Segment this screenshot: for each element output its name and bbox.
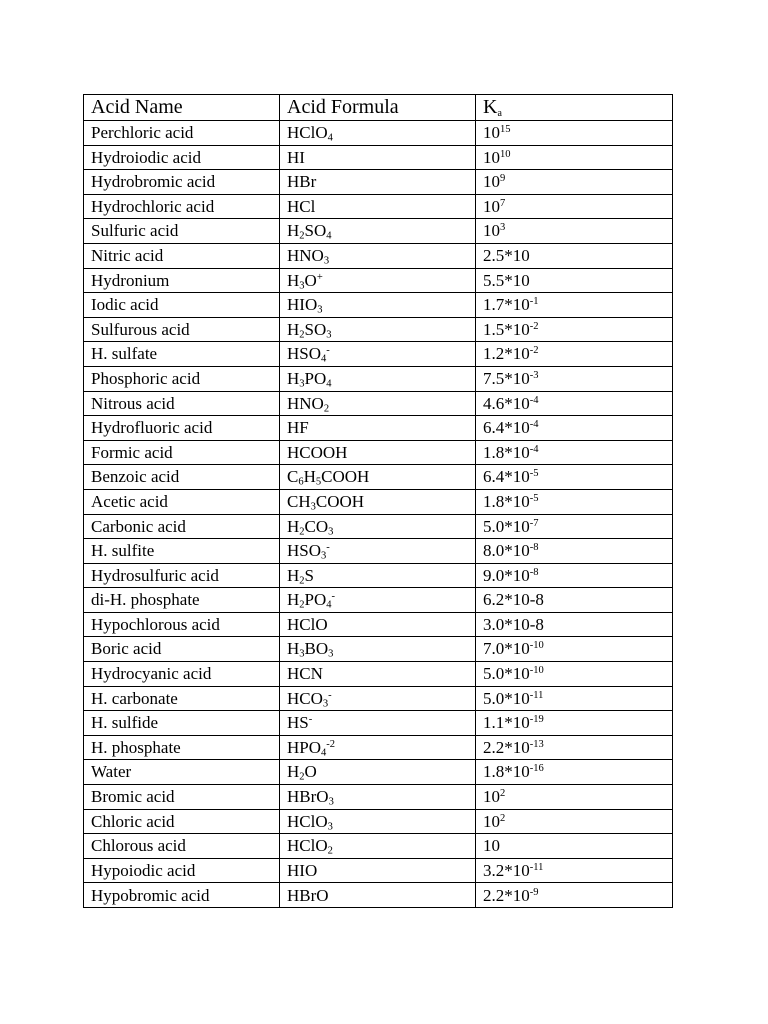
acid-formula-cell-part: H [287,516,300,536]
ka-value-cell-part: 1.1*10 [483,713,530,733]
ka-value-cell [476,465,673,490]
acid-formula-cell-part: -2 [326,739,336,751]
acid-formula-cell-part: H [287,639,300,659]
table-row [84,219,673,244]
acid-formula-cell [280,588,476,613]
ka-value-cell [476,440,673,465]
acid-name-cell: Nitrous acid [84,391,280,416]
table-row [84,465,673,490]
acid-formula-cell-part: HIO [287,860,318,880]
ka-value-cell [476,391,673,416]
acid-name-cell: Hydroiodic acid [84,145,280,170]
ka-value-cell-part: -2 [529,345,539,357]
acid-formula-cell [280,317,476,342]
acid-formula-cell-part: + [316,271,323,283]
acid-formula-cell-part: 2 [327,845,333,857]
acid-name-cell: Boric acid [84,637,280,662]
acid-formula-cell-part: 2 [299,231,305,242]
acid-formula-cell-part: - [328,689,332,701]
table-row [84,563,673,588]
ka-value-cell [476,489,673,514]
acid-formula-cell-part: 3 [310,501,316,513]
acid-formula-cell [280,637,476,662]
table-row [84,268,673,293]
ka-value-cell-part: 6.2*10-8 [483,590,544,610]
table-row [84,711,673,736]
acid-formula-cell [280,883,476,908]
header-ka-subscript: a [497,108,502,119]
acid-formula-cell [280,121,476,146]
acid-name-cell: Iodic acid [84,293,280,318]
acid-formula-cell-part: 2 [299,526,305,538]
acid-name-cell: H. sulfate [84,342,280,367]
ka-value-cell-part: 9.0*10 [483,565,530,585]
table-row [84,514,673,539]
acid-name-cell: Sulfuric acid [84,219,280,244]
acid-formula-cell-part: O [304,270,317,290]
acid-formula-cell-part: 2 [299,329,305,341]
ka-value-cell [476,243,673,268]
acid-formula-cell-part: 2 [299,772,305,784]
table-row [84,489,673,514]
table-row [84,760,673,785]
table-row [84,293,673,318]
ka-value-cell-part: 3.0*10-8 [483,614,544,634]
ka-value-cell-part: 1.2*10 [483,344,530,364]
ka-value-cell [476,612,673,637]
acid-formula-cell [280,760,476,785]
acid-formula-cell-part: HF [287,418,309,438]
acid-name-cell: Perchloric acid [84,121,280,146]
acid-formula-cell-part: HBrO [287,787,329,807]
table-row [84,612,673,637]
ka-value-cell-part: 10 [483,172,500,192]
ka-value-cell-part: 4.6*10 [483,393,530,413]
acid-formula-cell [280,440,476,465]
table-row [84,785,673,810]
ka-value-cell [476,268,673,293]
acid-formula-cell-part: 3 [323,255,330,267]
ka-value-cell [476,686,673,711]
acid-formula-cell [280,489,476,514]
acid-formula-cell-part: HClO [287,811,328,831]
ka-value-cell-part: -16 [529,763,544,775]
ka-value-cell-part: -11 [529,689,544,701]
acid-formula-cell-part: - [326,345,330,357]
ka-value-cell-part: 1.8*10 [483,762,530,782]
header-acid-name: Acid Name [84,95,280,121]
acid-formula-cell-part: 3 [299,280,305,292]
ka-value-cell [476,293,673,318]
acid-formula-cell-part: SO [304,221,327,241]
ka-value-cell-part: 5.0*10 [483,516,530,536]
ka-value-cell [476,711,673,736]
acid-formula-cell-part: 4 [327,132,333,144]
acid-formula-cell-part: 3 [299,378,305,390]
acid-formula-cell [280,735,476,760]
acid-name-cell: di-H. phosphate [84,588,280,613]
acid-formula-cell [280,662,476,687]
acid-ka-table [83,94,673,908]
ka-value-cell-part: 2 [500,812,506,824]
acid-formula-cell-part: HS [287,713,309,733]
ka-value-cell-part: -10 [529,640,544,652]
acid-formula-cell-part: HClO [287,614,328,634]
header-ka [476,95,673,121]
acid-formula-cell-part: 2 [299,575,305,587]
ka-value-cell [476,514,673,539]
acid-formula-cell [280,858,476,883]
acid-formula-cell-part: HSO [287,541,322,561]
ka-value-cell [476,563,673,588]
ka-value-cell [476,170,673,195]
acid-formula-cell-part: HI [287,147,305,167]
ka-value-cell-part: 10 [483,221,500,241]
acid-formula-cell-part: CH [287,491,311,511]
table-row [84,145,673,170]
table-row [84,662,673,687]
acid-formula-cell [280,293,476,318]
ka-value-cell [476,735,673,760]
acid-formula-cell-part: 2 [323,403,330,415]
ka-value-cell-part: -10 [529,665,544,677]
ka-value-cell [476,219,673,244]
ka-value-cell [476,342,673,367]
acid-formula-cell-part: 6 [298,476,304,488]
ka-value-cell-part: 10 [483,836,500,856]
acid-formula-cell-part: HCOOH [287,442,348,462]
table-row [84,342,673,367]
acid-formula-cell [280,834,476,859]
acid-formula-cell-part: 3 [327,821,333,833]
acid-name-cell: Benzoic acid [84,465,280,490]
acid-formula-cell [280,514,476,539]
acid-formula-cell-part: H [287,270,300,290]
acid-name-cell: Acetic acid [84,489,280,514]
acid-formula-cell-part: HPO [287,737,322,757]
acid-formula-cell-part: S [304,565,315,585]
table-row [84,686,673,711]
table-row [84,883,673,908]
acid-name-cell: H. carbonate [84,686,280,711]
acid-name-cell: Water [84,760,280,785]
table-row [84,539,673,564]
ka-value-cell-part: -4 [529,419,539,431]
acid-formula-cell [280,342,476,367]
ka-value-cell-part: 6.4*10 [483,467,530,487]
ka-value-cell [476,194,673,219]
acid-formula-cell-part: - [331,591,336,603]
ka-value-cell-part: 5.5*10 [483,270,530,290]
ka-value-cell-part: 1.5*10 [483,319,530,339]
acid-formula-cell-part: 4 [326,378,332,390]
acid-formula-cell-part: H [287,565,300,585]
acid-formula-cell-part: 2 [299,599,305,611]
table-row [84,317,673,342]
acid-formula-cell-part: 4 [326,231,332,242]
table-header [84,95,673,121]
ka-value-cell-part: -8 [529,542,539,554]
acid-formula-cell-part: PO [304,368,327,388]
acid-name-cell: Hypoiodic acid [84,858,280,883]
ka-value-cell-part: 7.5*10 [483,368,530,388]
ka-value-cell-part: -19 [529,714,544,726]
ka-value-cell-part: 7.0*10 [483,639,530,659]
table-row [84,194,673,219]
ka-value-cell-part: 6.4*10 [483,418,530,438]
acid-formula-cell [280,391,476,416]
ka-value-cell-part: -5 [529,493,539,505]
ka-value-cell-part: -9 [529,886,539,898]
acid-formula-cell [280,539,476,564]
ka-value-cell-part: -1 [529,296,539,308]
acid-formula-cell [280,243,476,268]
acid-formula-cell [280,145,476,170]
ka-value-cell [476,416,673,441]
header-ka-main: K [483,96,498,118]
ka-value-cell-part: 1.8*10 [483,442,530,462]
ka-value-cell [476,662,673,687]
ka-value-cell-part: 5.0*10 [483,664,530,684]
acid-formula-cell-part: H [287,368,300,388]
acid-formula-cell-part: HCl [287,196,316,216]
acid-formula-cell [280,465,476,490]
acid-name-cell: Hydrofluoric acid [84,416,280,441]
ka-value-cell [476,883,673,908]
table-row [84,391,673,416]
ka-value-cell-part: 1.7*10 [483,295,530,315]
table-row [84,809,673,834]
ka-value-cell [476,637,673,662]
ka-value-cell [476,366,673,391]
ka-value-cell-part: 3 [500,222,506,234]
acid-name-cell: H. sulfide [84,711,280,736]
ka-value-cell-part: 2.5*10 [483,245,530,265]
ka-value-cell [476,834,673,859]
header-row [84,95,673,121]
acid-formula-cell-part: 4 [321,747,327,759]
ka-value-cell-part: 8.0*10 [483,541,530,561]
header-acid-formula: Acid Formula [280,95,476,121]
ka-value-cell [476,809,673,834]
acid-formula-cell-part: HBrO [287,885,329,905]
ka-value-cell-part: -7 [529,517,539,529]
acid-formula-cell-part: O [304,762,317,782]
acid-formula-cell-part: 4 [321,353,327,365]
acid-formula-cell-part: HCO [287,688,323,708]
acid-name-cell: Sulfurous acid [84,317,280,342]
ka-value-cell [476,121,673,146]
acid-formula-cell [280,170,476,195]
ka-value-cell [476,785,673,810]
ka-value-cell-part: -13 [529,739,544,751]
acid-formula-cell [280,366,476,391]
ka-value-cell-part: -8 [529,566,539,578]
acid-formula-cell-part: H [287,221,300,241]
acid-formula-cell-part: PO [304,590,327,610]
table-row [84,170,673,195]
acid-name-cell: Phosphoric acid [84,366,280,391]
acid-name-cell: Hydrocyanic acid [84,662,280,687]
acid-formula-cell-part: 3 [326,329,332,341]
ka-value-cell [476,588,673,613]
acid-formula-cell [280,194,476,219]
acid-formula-cell-part: HBr [287,172,317,192]
ka-value-cell-part: -4 [529,443,539,455]
acid-formula-cell-part: HCN [287,664,323,684]
acid-formula-cell-part: 3 [328,526,334,538]
acid-formula-cell-part: COOH [315,491,365,511]
acid-name-cell: H. sulfite [84,539,280,564]
acid-name-cell: Hydrosulfuric acid [84,563,280,588]
acid-formula-cell-part: 3 [317,304,323,316]
ka-value-cell [476,539,673,564]
table-row [84,637,673,662]
acid-formula-cell [280,563,476,588]
acid-formula-cell-part: HIO [287,295,318,315]
ka-value-cell [476,858,673,883]
ka-value-cell-part: 5.0*10 [483,688,530,708]
ka-value-cell-part: 7 [500,197,506,209]
acid-formula-cell [280,711,476,736]
acid-formula-cell-part: COOH [321,467,370,487]
acid-formula-cell-part: - [308,714,313,726]
acid-name-cell: Hydronium [84,268,280,293]
acid-name-cell: H. phosphate [84,735,280,760]
ka-value-cell-part: 10 [483,123,500,142]
ka-value-cell [476,145,673,170]
table-row [84,588,673,613]
acid-name-cell: Hypobromic acid [84,883,280,908]
table-row [84,366,673,391]
acid-formula-cell-part: H [287,762,300,782]
acid-formula-cell-part: 3 [328,796,334,808]
acid-name-cell: Carbonic acid [84,514,280,539]
acid-formula-cell [280,809,476,834]
acid-formula-cell-part: H [287,590,300,610]
table-body [84,121,673,908]
ka-value-cell-part: 10 [483,147,500,167]
acid-name-cell: Hydrochloric acid [84,194,280,219]
ka-value-cell-part: 10 [500,148,511,160]
acid-name-cell: Nitric acid [84,243,280,268]
acid-formula-cell-part: 3 [321,550,327,562]
table-row [84,440,673,465]
ka-value-cell [476,317,673,342]
acid-formula-cell-part: H [287,319,300,339]
acid-formula-cell [280,219,476,244]
acid-formula-cell-part: 3 [322,698,329,710]
acid-formula-cell [280,612,476,637]
ka-value-cell-part: 9 [500,173,506,185]
acid-formula-cell-part: HSO [287,344,322,364]
acid-formula-cell [280,416,476,441]
acid-formula-cell-part: C [287,467,299,487]
acid-formula-cell-part: 4 [326,599,332,611]
acid-name-cell: Chloric acid [84,809,280,834]
acid-formula-cell [280,686,476,711]
acid-formula-cell-part: - [326,542,330,554]
ka-value-cell-part: -3 [529,370,539,382]
ka-value-cell-part: -11 [529,862,544,874]
acid-formula-cell-part: CO [304,516,329,536]
acid-formula-cell-part: SO [304,319,327,339]
acid-formula-cell-part: HNO [287,393,324,413]
table-row [84,858,673,883]
ka-value-cell-part: 2.2*10 [483,737,530,757]
acid-formula-cell [280,785,476,810]
ka-value-cell-part: 2 [500,788,506,800]
ka-value-cell-part: -4 [529,394,539,406]
ka-value-cell-part: -5 [529,468,539,480]
acid-formula-cell-part: 3 [299,649,305,661]
acid-formula-cell-part: HClO [287,123,328,142]
ka-value-cell-part: 2.2*10 [483,885,530,905]
table-row [84,243,673,268]
acid-formula-cell [280,268,476,293]
table-row [84,735,673,760]
acid-formula-cell-part: H [303,467,316,487]
table-row [84,834,673,859]
acid-name-cell: Formic acid [84,440,280,465]
acid-name-cell: Chlorous acid [84,834,280,859]
ka-value-cell [476,760,673,785]
acid-name-cell: Hypochlorous acid [84,612,280,637]
ka-value-cell-part: 10 [483,787,500,807]
acid-name-cell: Bromic acid [84,785,280,810]
ka-value-cell-part: 3.2*10 [483,860,530,880]
acid-formula-cell-part: BO [304,639,329,659]
acid-formula-cell-part: 5 [315,476,322,488]
acid-name-cell: Hydrobromic acid [84,170,280,195]
ka-value-cell-part: 10 [483,811,500,831]
acid-formula-cell-part: HNO [287,245,324,265]
acid-formula-cell-part: 3 [328,649,334,661]
table-row [84,121,673,146]
ka-value-cell-part: 10 [483,196,500,216]
table-row [84,416,673,441]
ka-value-cell-part: 1.8*10 [483,491,530,511]
ka-value-cell-part: 15 [500,124,511,136]
acid-formula-cell-part: HClO [287,836,328,856]
ka-value-cell-part: -2 [529,320,539,332]
